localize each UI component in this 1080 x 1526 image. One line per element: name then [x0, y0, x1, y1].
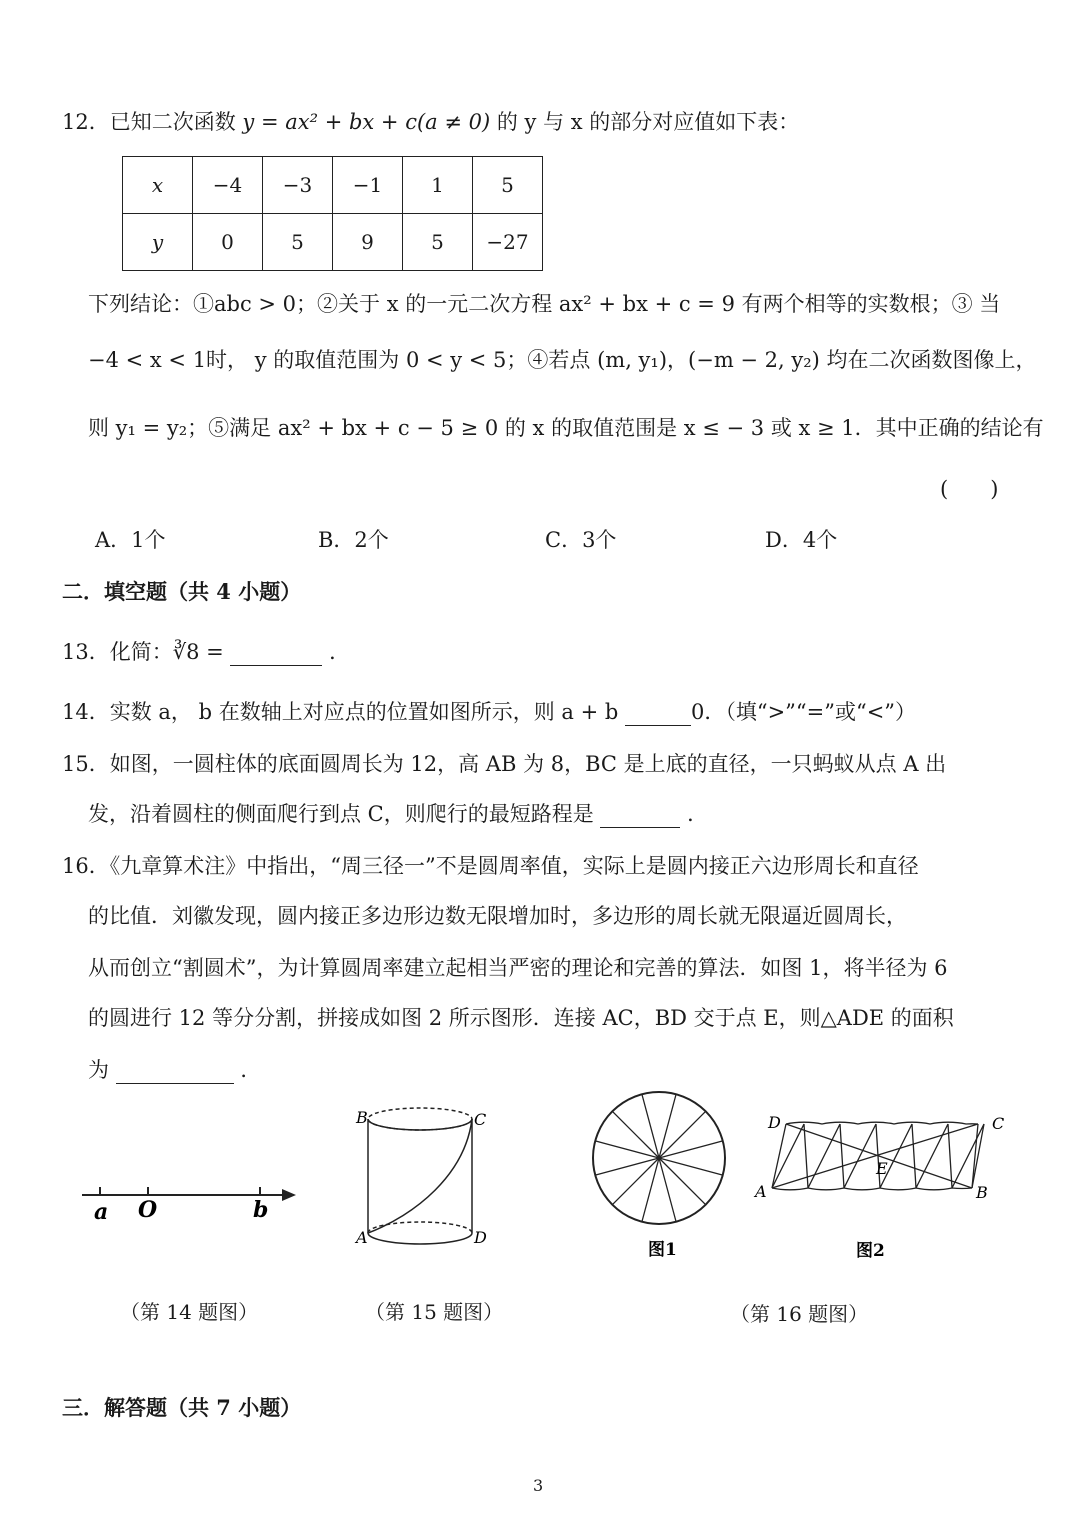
point-b-label: B — [976, 1183, 988, 1202]
sector-side — [880, 1124, 912, 1188]
fig2-label: 图2 — [856, 1241, 885, 1261]
q12-function-expr: y = ax² + bx + c(a ≠ 0) — [242, 110, 491, 134]
table-row-x — [123, 157, 543, 214]
table-cell: 5 — [473, 157, 543, 214]
table-row-y — [123, 214, 543, 271]
sector-radius — [659, 1111, 706, 1158]
q12-conclusions-line2: −4 < x < 1时， y 的取值范围为 0 < y < 5；④若点 (m, y₁)，(−m − 2, y₂) 均在二次函数图像上， — [88, 348, 1037, 372]
sector-side — [772, 1124, 804, 1188]
q12-conclusions-line3: 则 y₁ = y₂；⑤满足 ax² + bx + c − 5 ≥ 0 的 x 的取值范围是 x ≤ − 3 或 x ≥ 1．其中正确的结论有 — [88, 416, 1044, 440]
caption-fig16: （第 16 题图） — [730, 1302, 869, 1326]
page-number: 3 — [533, 1476, 544, 1495]
sector-side — [972, 1124, 984, 1188]
sector-side — [844, 1124, 876, 1188]
q14: 14．实数 a， b 在数轴上对应点的位置如图所示，则 a + b 0．（填“>”“=”或“<”） — [62, 700, 917, 724]
q15-line1: 15．如图，一圆柱体的底面圆周长为 12，高 AB 为 8，BC 是上底的直径，一只蚂蚁从点 A 出 — [62, 752, 947, 776]
sector-radius — [612, 1111, 659, 1158]
right-edge — [972, 1124, 978, 1188]
q15-line2: 发，沿着圆柱的侧面爬行到点 C，则爬行的最短路程是 ． — [88, 802, 709, 826]
q16-answer-blank — [116, 1063, 234, 1084]
q16-line1: 16．《九章算术注》中指出，“周三径一”不是圆周率值，实际上是圆内接正六边形周长和直径 — [62, 854, 919, 878]
sector-side — [912, 1124, 916, 1188]
q14-answer-blank — [625, 705, 691, 726]
q12-option-d: D．4个 — [765, 528, 838, 552]
point-e-label: E — [876, 1159, 888, 1178]
circle-12-sectors-figure — [590, 1090, 730, 1260]
point-c-label: C — [474, 1110, 487, 1129]
top-arc-edge — [786, 1122, 978, 1124]
sector-radius — [659, 1158, 723, 1175]
q12-answer-paren: ( ) — [940, 477, 999, 501]
sector-radius — [659, 1141, 723, 1158]
q12-option-c: C．3个 — [545, 528, 617, 552]
point-b-label: B — [356, 1108, 368, 1127]
bottom-arc-edge — [772, 1188, 972, 1190]
sector-radius — [659, 1158, 706, 1205]
q12-option-b: B．2个 — [318, 528, 389, 552]
table-cell: 5 — [263, 214, 333, 271]
table-cell: 0 — [193, 214, 263, 271]
table-cell: 5 — [403, 214, 473, 271]
sector-radius — [595, 1141, 659, 1158]
table-cell: −3 — [263, 157, 333, 214]
sector-radius — [612, 1158, 659, 1205]
rearranged-sectors-figure — [752, 1108, 1012, 1263]
q13: 13．化简：∛8 = ． — [62, 640, 351, 664]
fig1-label: 图1 — [648, 1240, 677, 1260]
q16-line2: 的比值．刘徽发现，圆内接正多边形边数无限增加时，多边形的周长就无限逼近圆周长， — [88, 904, 907, 928]
sector-radius — [659, 1094, 676, 1158]
q12-option-a: A．1个 — [95, 528, 166, 552]
section-fill-in-title: 二．填空题（共 4 小题） — [62, 579, 302, 604]
table-cell: 9 — [333, 214, 403, 271]
cylinder-figure — [355, 1105, 495, 1250]
point-d-label: D — [474, 1228, 487, 1247]
point-b-label: b — [253, 1197, 269, 1223]
sector-side — [840, 1124, 844, 1188]
point-c-label: C — [992, 1114, 1005, 1133]
sector-radius — [642, 1158, 659, 1222]
q13-answer-blank — [230, 645, 322, 666]
q12-conclusions-line1: 下列结论：①abc > 0；②关于 x 的一元二次方程 ax² + bx + c = 9 有两个相等的实数根；③ 当 — [88, 292, 1001, 316]
origin-label: O — [138, 1197, 158, 1223]
q16-line3: 从而创立“割圆术”，为计算圆周率建立起相当严密的理论和完善的算法．如图 1，将半径为 6 — [88, 956, 948, 980]
table-cell: 1 — [403, 157, 473, 214]
table-cell: y — [123, 214, 193, 271]
sector-side — [952, 1124, 984, 1188]
q16-line5: 为 ． — [88, 1058, 262, 1082]
table-cell: −27 — [473, 214, 543, 271]
q12-value-table — [122, 156, 543, 271]
q15-answer-blank — [600, 807, 680, 828]
point-d-label: D — [768, 1113, 781, 1132]
q16-line4: 的圆进行 12 等分分割，拼接成如图 2 所示图形．连接 AC，BD 交于点 E，则△ADE 的面积 — [88, 1006, 954, 1030]
sector-radius — [642, 1094, 659, 1158]
number-line-figure — [80, 1175, 310, 1225]
left-edge — [772, 1124, 786, 1188]
point-a-label: A — [755, 1182, 767, 1201]
point-a-label: A — [356, 1228, 368, 1247]
sector-radius — [659, 1158, 676, 1222]
table-cell: x — [123, 157, 193, 214]
section-answer-title: 三．解答题（共 7 小题） — [62, 1395, 302, 1420]
table-cell: −1 — [333, 157, 403, 214]
point-a-label: a — [94, 1199, 109, 1225]
q13-expr: ∛8 = — [172, 640, 224, 664]
q12-intro: 12．已知二次函数 y = ax² + bx + c(a ≠ 0) 的 y 与 x 的部分对应值如下表： — [62, 110, 800, 134]
sector-radius — [595, 1158, 659, 1175]
table-cell: −4 — [193, 157, 263, 214]
caption-fig15: （第 15 题图） — [365, 1300, 504, 1324]
circle-group — [593, 1092, 725, 1224]
caption-fig14: （第 14 题图） — [120, 1300, 259, 1324]
